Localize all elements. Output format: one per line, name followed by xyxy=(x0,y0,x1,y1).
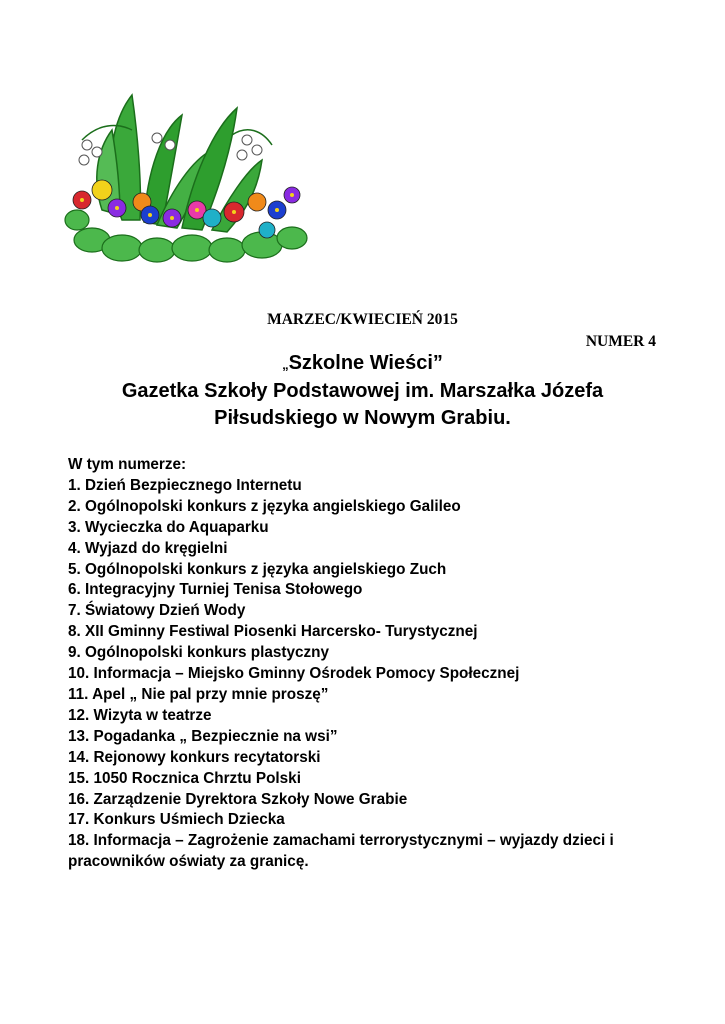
toc-item: 6. Integracyjny Turniej Tenisa Stołowego xyxy=(68,581,363,599)
toc-item: 5. Ogólnopolski konkurs z języka angielskiego Zuch xyxy=(68,560,447,578)
table-of-contents xyxy=(68,455,668,873)
toc-item: 13. Pogadanka „ Bezpiecznie na wsi” xyxy=(68,727,338,745)
issue-number: NUMER 4 xyxy=(585,333,656,350)
toc-heading: W tym numerze: xyxy=(68,456,187,473)
newsletter-title xyxy=(40,350,685,432)
toc-item: 11. Apel „ Nie pal przy mnie proszę” xyxy=(68,685,329,703)
toc-list xyxy=(68,476,668,873)
toc-item: 7. Światowy Dzień Wody xyxy=(68,602,246,620)
toc-item: 2. Ogólnopolski konkurs z języka angielskiego Galileo xyxy=(68,497,461,515)
toc-item: 14. Rejonowy konkurs recytatorski xyxy=(68,748,321,766)
toc-item: 4. Wyjazd do kręgielni xyxy=(68,539,228,557)
toc-item: 10. Informacja – Miejsko Gminny Ośrodek Pomocy Społecznej xyxy=(68,665,520,683)
title-line-2: Gazetka Szkoły Podstawowej im. Marszałka Józefa xyxy=(121,380,604,402)
toc-item: 3. Wycieczka do Aquaparku xyxy=(68,518,269,536)
title-line-1: „Szkolne Wieści” xyxy=(282,352,443,374)
toc-item: 16. Zarządzenie Dyrektora Szkoły Nowe Grabie xyxy=(68,790,408,808)
toc-item: 8. XII Gminny Festiwal Piosenki Harcersko- Turystycznej xyxy=(68,623,478,641)
toc-item: 17. Konkurs Uśmiech Dziecka xyxy=(68,811,285,829)
toc-item: 15. 1050 Rocznica Chrztu Polski xyxy=(68,769,301,787)
title-line-3: Piłsudskiego w Nowym Grabiu. xyxy=(214,407,511,429)
toc-item: 9. Ogólnopolski konkurs plastyczny xyxy=(68,644,329,662)
flowers-illustration-icon xyxy=(62,90,310,268)
toc-item: 12. Wizyta w teatrze xyxy=(68,706,212,724)
toc-item: 1. Dzień Bezpiecznego Internetu xyxy=(68,476,302,494)
toc-item: 18. Informacja – Zagrożenie zamachami terrorystycznymi – wyjazdy dzieci i pracowników oświaty za granicę. xyxy=(68,832,614,871)
issue-date: MARZEC/KWIECIEŃ 2015 xyxy=(267,311,458,328)
